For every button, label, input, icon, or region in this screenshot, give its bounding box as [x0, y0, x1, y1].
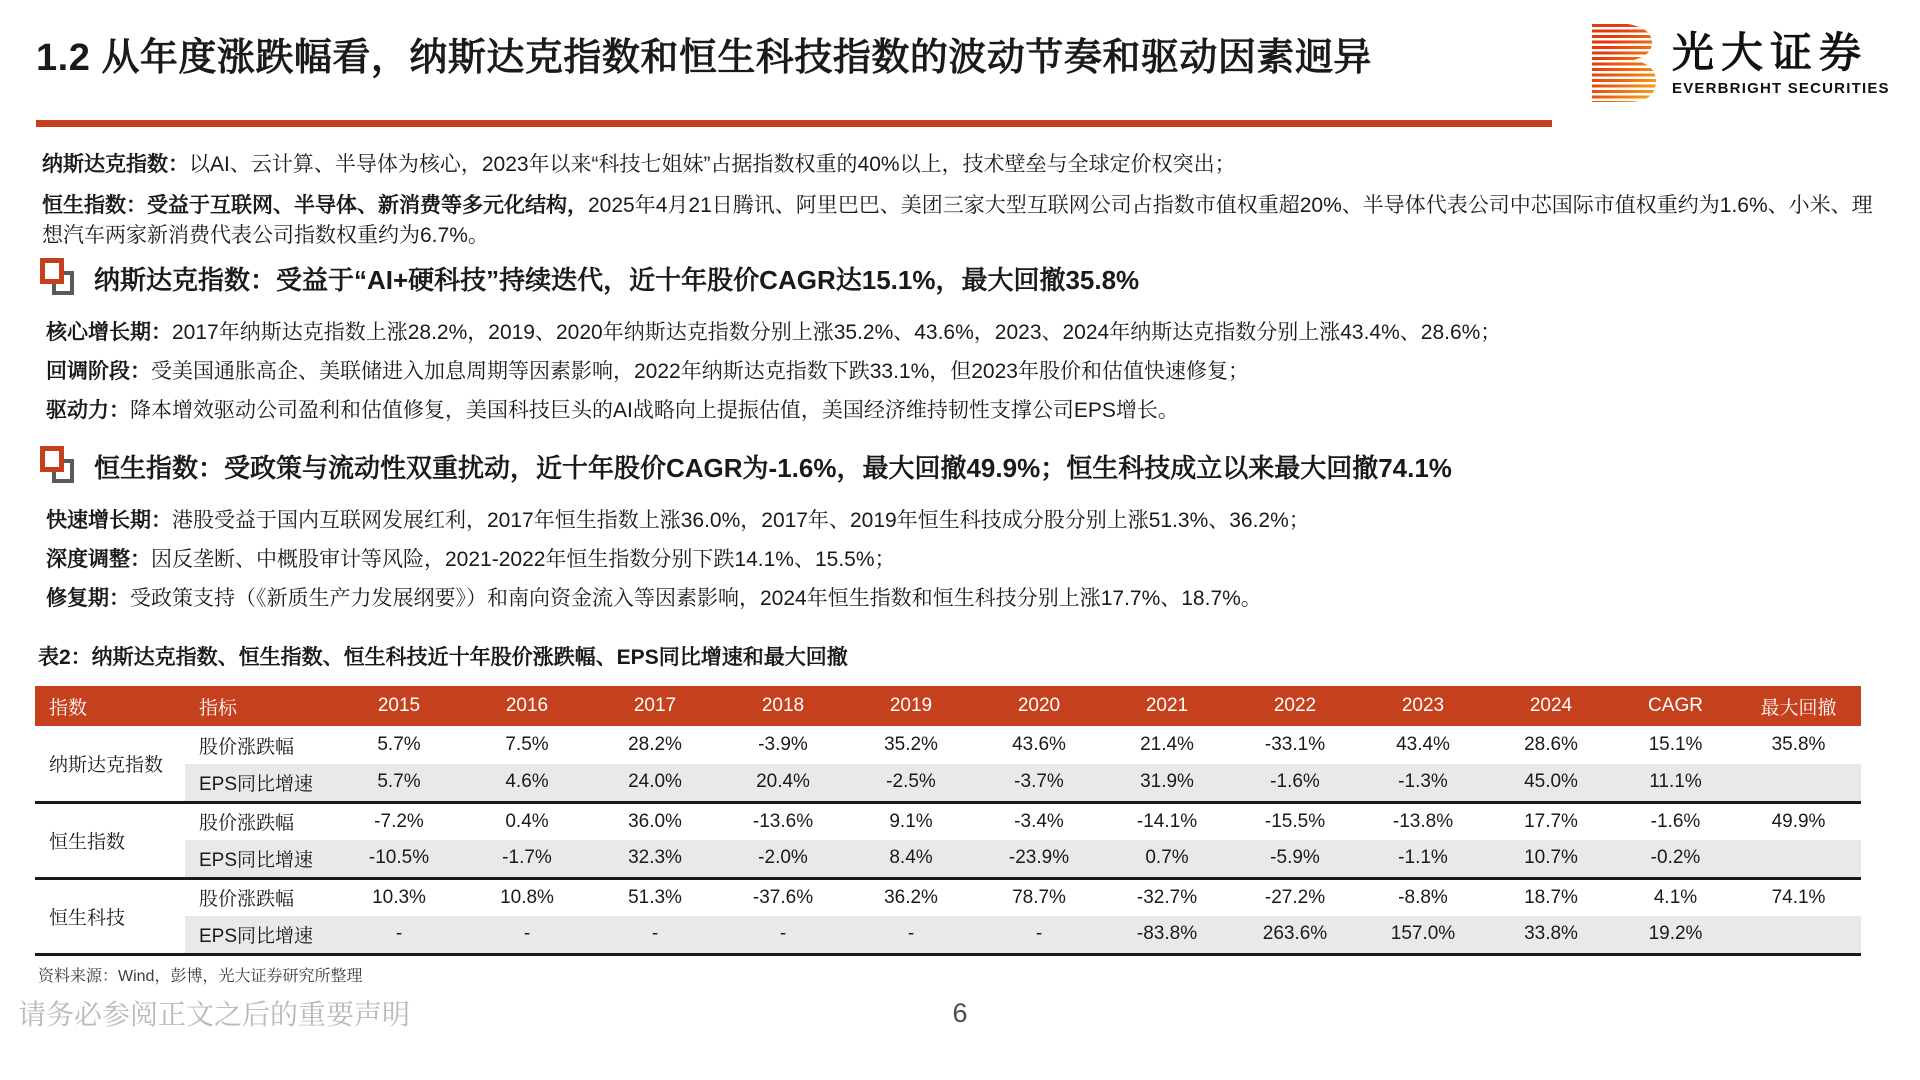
point-lead: 快速增长期： — [46, 509, 172, 532]
value-cell: 5.7% — [335, 764, 463, 802]
value-cell: 15.1% — [1648, 734, 1703, 755]
value-cell: 17.7% — [1487, 802, 1615, 840]
value-cell: -1.6% — [1615, 802, 1736, 840]
intro-paragraph-lead: 纳斯达克指数： — [42, 153, 189, 176]
column-header: 2015 — [335, 686, 463, 726]
value-cell: -14.1% — [1103, 802, 1231, 840]
intro-paragraph — [42, 150, 1888, 180]
value-cell: 18.7% — [1487, 878, 1615, 916]
brand-logo — [1592, 24, 1890, 102]
value-cell: 49.9% — [1736, 802, 1861, 840]
column-header: 2019 — [847, 686, 975, 726]
title-divider — [36, 120, 1552, 127]
value-cell: - — [719, 916, 847, 954]
value-cell: 51.3% — [591, 878, 719, 916]
value-cell: -3.7% — [975, 764, 1103, 802]
point — [46, 357, 1886, 386]
table-row — [35, 840, 1861, 878]
point-text: 港股受益于国内互联网发展红利，2017年恒生指数上涨36.0%，2017年、2019年恒生科技成分股分别上涨51.3%、36.2%； — [172, 509, 1310, 532]
value-cell: -2.5% — [847, 764, 975, 802]
metric-cell: 股价涨跌幅 — [185, 878, 335, 916]
value-cell: -10.5% — [335, 840, 463, 878]
section-heading-text: 恒生指数：受政策与流动性双重扰动，近十年股价CAGR为-1.6%，最大回撤49.9%；恒生科技成立以来最大回撤74.1% — [94, 452, 1452, 483]
value-cell: 35.8% — [1771, 734, 1826, 755]
footer-disclaimer: 请务必参阅正文之后的重要声明 — [18, 999, 411, 1030]
value-cell: 32.3% — [591, 840, 719, 878]
metric-cell: EPS同比增速 — [185, 916, 335, 954]
point-lead: 核心增长期： — [46, 321, 172, 344]
point — [46, 545, 1886, 574]
page-title: 1.2 从年度涨跌幅看，纳斯达克指数和恒生科技指数的波动节奏和驱动因素迥异 — [36, 37, 1372, 79]
point — [46, 584, 1886, 613]
value-cell: 20.4% — [719, 764, 847, 802]
table-row — [35, 802, 1861, 840]
column-header: 2020 — [975, 686, 1103, 726]
column-header: 2017 — [591, 686, 719, 726]
value-cell: -7.2% — [335, 802, 463, 840]
value-cell: 0.4% — [463, 802, 591, 840]
value-cell: 19.2% — [1615, 916, 1736, 954]
column-header: 2018 — [719, 686, 847, 726]
intro-paragraph — [42, 191, 1888, 251]
value-cell: 24.0% — [591, 764, 719, 802]
value-cell: 11.1% — [1615, 764, 1736, 802]
value-cell: 8.4% — [847, 840, 975, 878]
value-cell: -2.0% — [719, 840, 847, 878]
column-header: CAGR — [1615, 686, 1736, 726]
value-cell: 0.7% — [1103, 840, 1231, 878]
value-cell: 263.6% — [1231, 916, 1359, 954]
column-header: 2022 — [1231, 686, 1359, 726]
value-cell: 36.0% — [591, 802, 719, 840]
value-cell: -3.4% — [975, 802, 1103, 840]
value-cell: 10.3% — [335, 878, 463, 916]
column-header: 最大回撤 — [1736, 686, 1861, 726]
table-source: 资料来源：Wind，彭博，光大证券研究所整理 — [38, 968, 363, 985]
point — [46, 506, 1886, 535]
value-cell — [1736, 764, 1861, 802]
value-cell: -32.7% — [1103, 878, 1231, 916]
index-name-cell: 纳斯达克指数 — [49, 754, 164, 776]
point-text: 降本增效驱动公司盈利和估值修复，美国科技巨头的AI战略向上提振估值，美国经济维持韧性支撑公司EPS增长。 — [130, 399, 1179, 422]
value-cell: - — [335, 916, 463, 954]
value-cell: 5.7% — [377, 734, 421, 755]
value-cell: -5.9% — [1231, 840, 1359, 878]
section-points-nasdaq — [46, 318, 1886, 435]
value-cell: 9.1% — [847, 802, 975, 840]
value-cell: -13.6% — [719, 802, 847, 840]
column-header: 2021 — [1103, 686, 1231, 726]
point-text: 因反垄断、中概股审计等风险，2021-2022年恒生指数分别下跌14.1%、15.5%； — [151, 548, 896, 571]
point — [46, 318, 1886, 347]
value-cell: -0.2% — [1615, 840, 1736, 878]
point-text: 受美国通胀高企、美联储进入加息周期等因素影响，2022年纳斯达克指数下跌33.1%，但2023年股价和估值快速修复； — [151, 360, 1249, 383]
table-title: 表2：纳斯达克指数、恒生指数、恒生科技近十年股价涨跌幅、EPS同比增速和最大回撤 — [38, 646, 848, 669]
index-name-cell: 恒生科技 — [35, 878, 185, 954]
value-cell: 43.4% — [1396, 734, 1450, 755]
double-square-bullet-icon — [40, 258, 78, 298]
value-cell: -1.1% — [1359, 840, 1487, 878]
value-cell: 21.4% — [1140, 734, 1194, 755]
section-heading-text: 纳斯达克指数：受益于“AI+硬科技”持续迭代，近十年股价CAGR达15.1%，最大回撤35.8% — [94, 264, 1140, 295]
column-header: 2023 — [1359, 686, 1487, 726]
point-lead: 修复期： — [46, 587, 130, 610]
index-name-cell: 恒生指数 — [35, 802, 185, 878]
column-header: 2016 — [463, 686, 591, 726]
metric-cell: 股价涨跌幅 — [199, 736, 295, 758]
value-cell: 157.0% — [1359, 916, 1487, 954]
intro-paragraph-text: 2025年4月21日腾讯、阿里巴巴、美团三家大型互联网公司占指数市值权重超20%、半导体代表公司中芯国际市值权重约为1.6%、小米、理想汽车两家新消费代表公司指数权重约为6.7%。 — [42, 194, 1873, 247]
point-lead: 深度调整： — [46, 548, 151, 571]
point-text: 受政策支持（《新质生产力发展纲要》）和南向资金流入等因素影响，2024年恒生指数和恒生科技分别上涨17.7%、18.7%。 — [130, 587, 1262, 610]
value-cell: 43.6% — [1012, 734, 1066, 755]
value-cell: 35.2% — [884, 734, 938, 755]
value-cell: -1.6% — [1231, 764, 1359, 802]
value-cell: 78.7% — [975, 878, 1103, 916]
value-cell: - — [591, 916, 719, 954]
point-lead: 回调阶段： — [46, 360, 151, 383]
table-row — [35, 764, 1861, 802]
point — [46, 396, 1886, 425]
table-row — [35, 878, 1861, 916]
value-cell: -37.6% — [719, 878, 847, 916]
value-cell: -8.8% — [1359, 878, 1487, 916]
value-cell: - — [847, 916, 975, 954]
value-cell: 45.0% — [1487, 764, 1615, 802]
intro-paragraph-lead: 恒生指数：受益于互联网、半导体、新消费等多元化结构， — [42, 194, 588, 217]
table-body — [35, 726, 1861, 954]
value-cell: -33.1% — [1264, 734, 1326, 755]
intro-paragraph-text: 以AI、云计算、半导体为核心，2023年以来“科技七姐妹”占据指数权重的40%以上，技术壁垒与全球定价权突出； — [189, 153, 1236, 176]
value-cell: 33.8% — [1487, 916, 1615, 954]
table-row — [35, 726, 1861, 764]
value-cell: -27.2% — [1231, 878, 1359, 916]
value-cell: -1.3% — [1359, 764, 1487, 802]
value-cell: - — [463, 916, 591, 954]
page-number: 6 — [952, 998, 968, 1028]
table-container — [35, 686, 1861, 956]
section-heading-nasdaq — [40, 258, 1139, 298]
double-square-bullet-icon — [40, 446, 78, 486]
value-cell: 31.9% — [1103, 764, 1231, 802]
column-header: 指标 — [185, 686, 335, 726]
value-cell: 10.7% — [1487, 840, 1615, 878]
value-cell: 4.1% — [1615, 878, 1736, 916]
column-header: 指数 — [35, 686, 185, 726]
logo-name-en: EVERBRIGHT SECURITIES — [1672, 79, 1890, 97]
value-cell: - — [975, 916, 1103, 954]
value-cell: 28.6% — [1524, 734, 1578, 755]
value-cell: 36.2% — [847, 878, 975, 916]
value-cell: 74.1% — [1736, 878, 1861, 916]
table-row — [35, 916, 1861, 954]
value-cell — [1736, 840, 1861, 878]
value-cell — [1736, 916, 1861, 954]
value-cell: 10.8% — [463, 878, 591, 916]
value-cell: -1.7% — [463, 840, 591, 878]
point-lead: 驱动力： — [46, 399, 130, 422]
section-heading-hangseng — [40, 446, 1452, 486]
everbright-logo-icon — [1592, 24, 1656, 102]
column-header: 2024 — [1487, 686, 1615, 726]
value-cell: -15.5% — [1231, 802, 1359, 840]
metric-cell: EPS同比增速 — [185, 840, 335, 878]
value-cell: -83.8% — [1103, 916, 1231, 954]
value-cell: 28.2% — [628, 734, 682, 755]
value-cell: 7.5% — [505, 734, 549, 755]
value-cell: -23.9% — [975, 840, 1103, 878]
metric-cell: 股价涨跌幅 — [185, 802, 335, 840]
logo-name-cn: 光大证券 — [1672, 28, 1869, 76]
data-table — [35, 686, 1861, 956]
table-header — [35, 686, 1861, 726]
point-text: 2017年纳斯达克指数上涨28.2%，2019、2020年纳斯达克指数分别上涨35.2%、43.6%，2023、2024年纳斯达克指数分别上涨43.4%、28.6%； — [172, 321, 1502, 344]
intro-block — [42, 150, 1888, 262]
value-cell: -3.9% — [758, 734, 808, 755]
value-cell: -13.8% — [1359, 802, 1487, 840]
metric-cell: EPS同比增速 — [185, 764, 335, 802]
value-cell: 4.6% — [463, 764, 591, 802]
section-points-hangseng — [46, 506, 1886, 623]
